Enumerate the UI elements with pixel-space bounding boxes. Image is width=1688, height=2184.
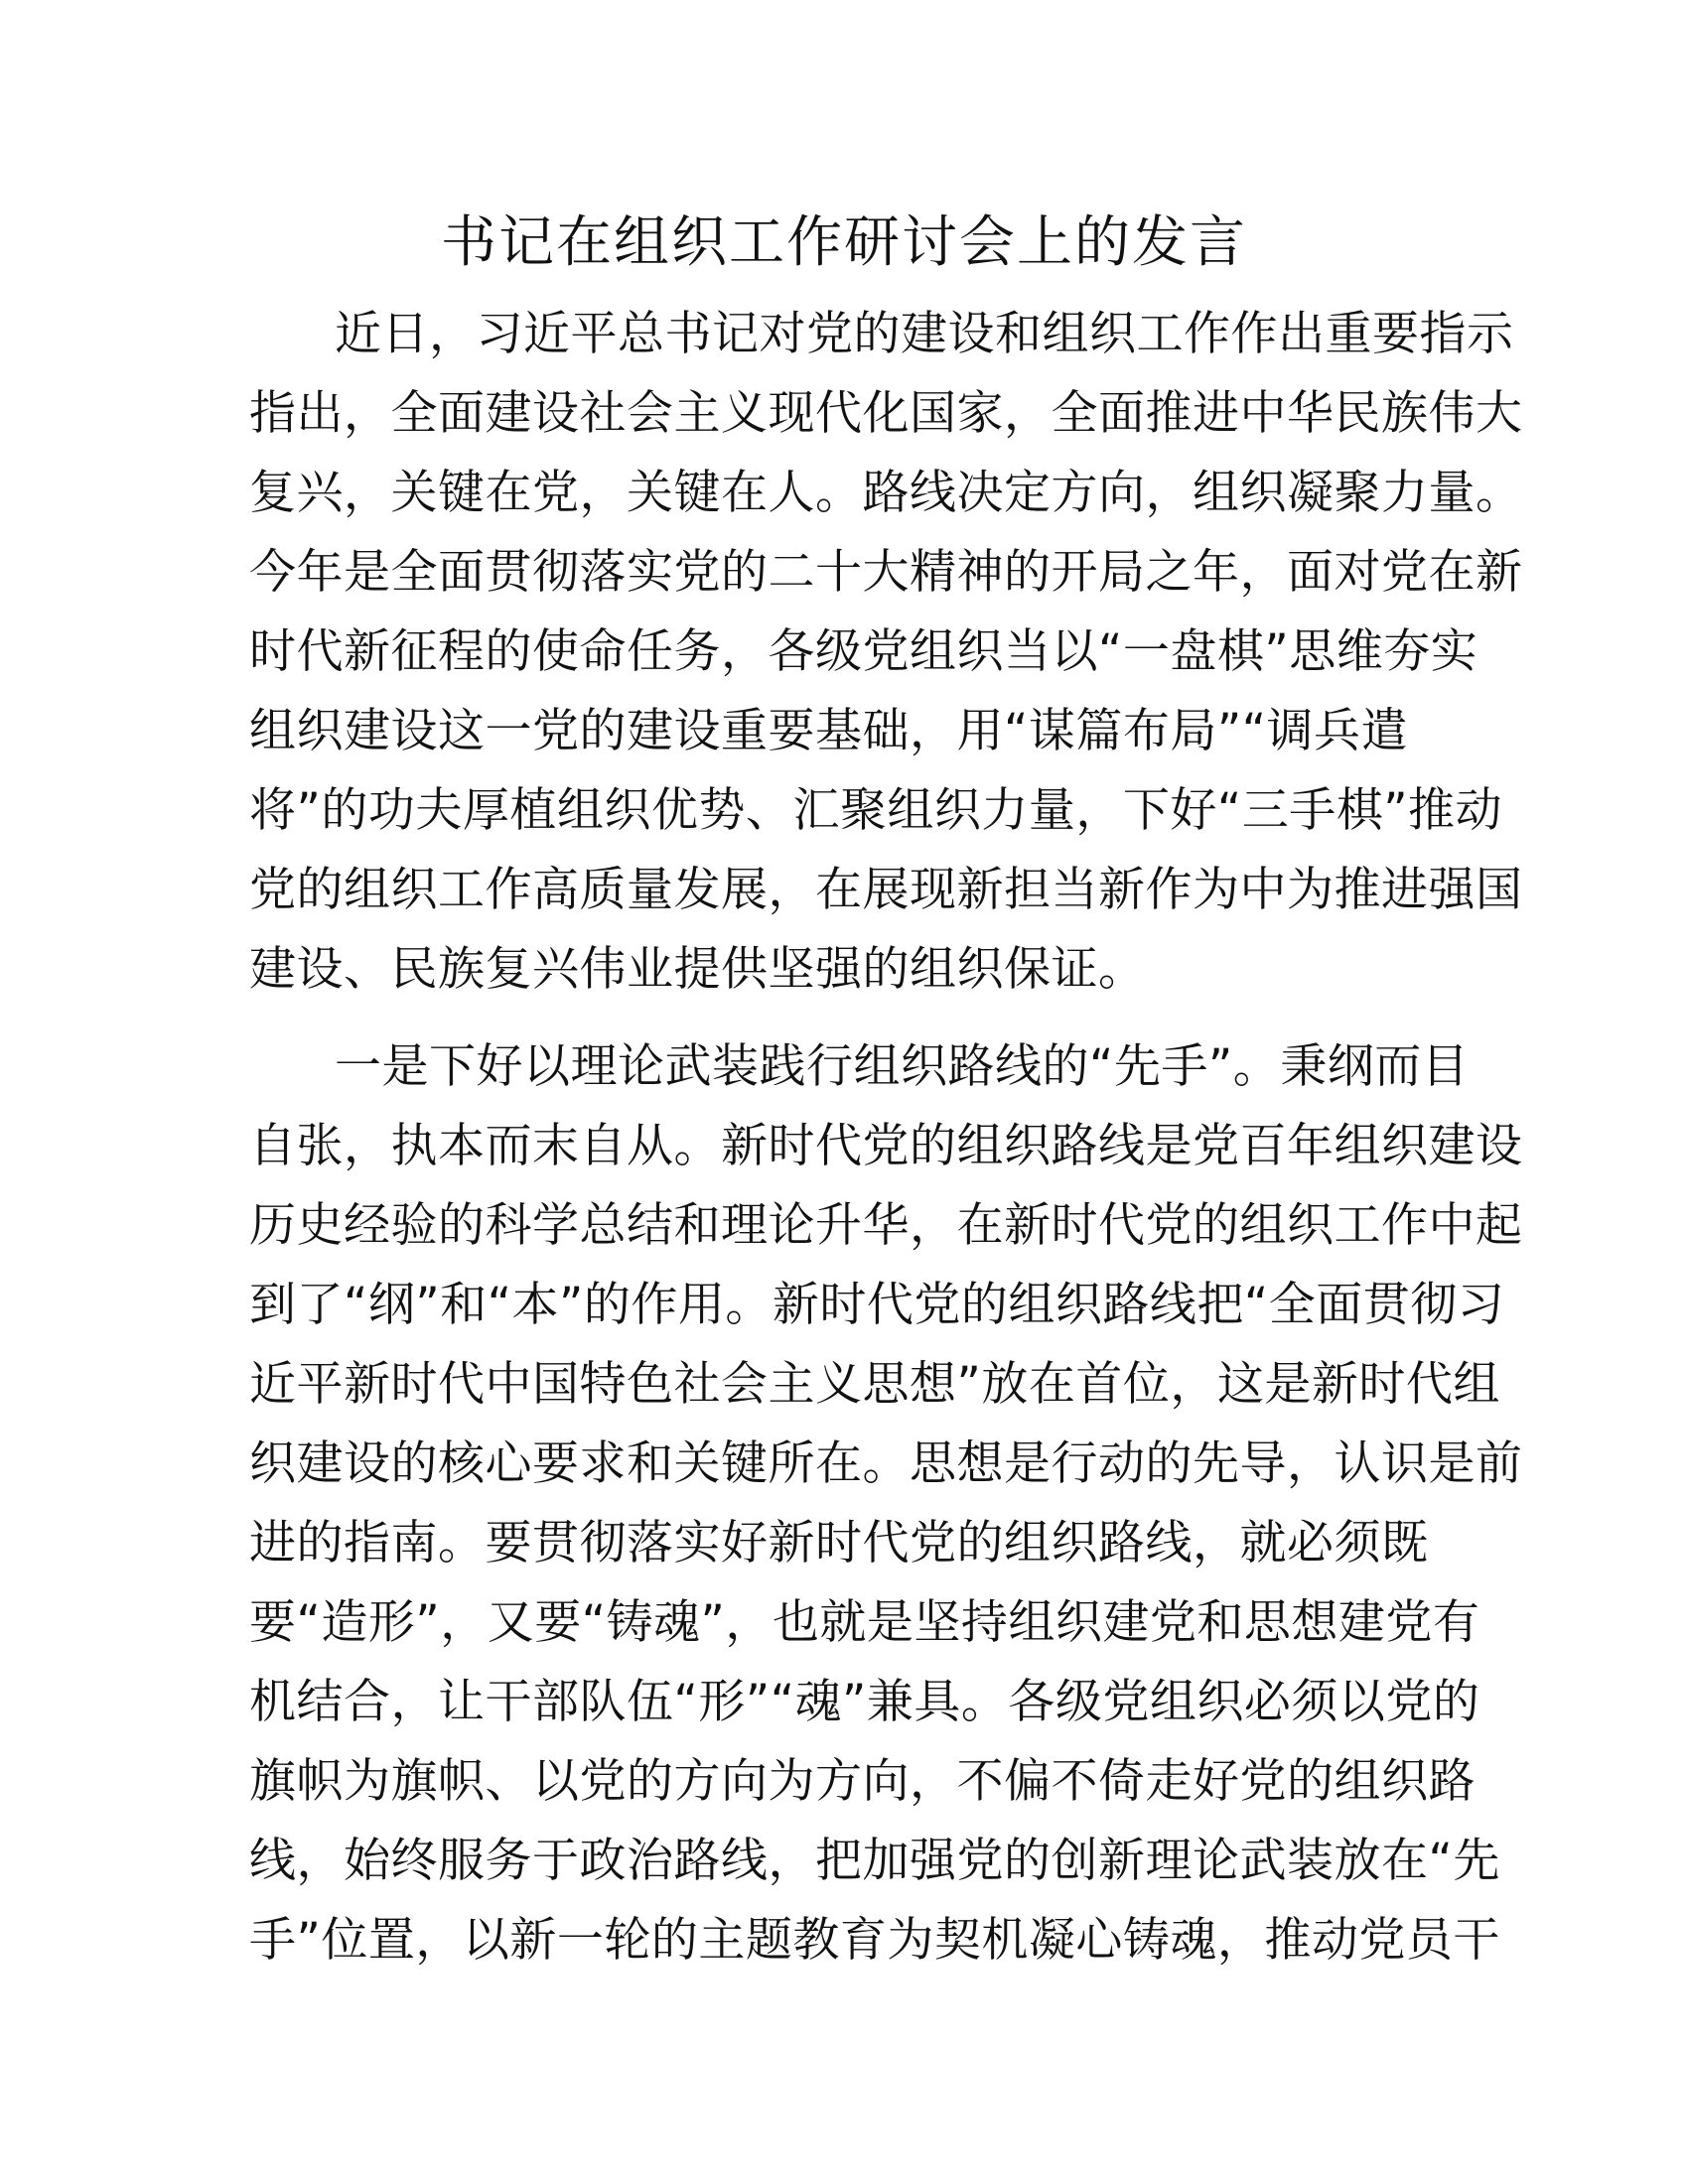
paragraph-2-line-9: 机结合，让干部队伍“形”“魂”兼具。各级党组织必须以党的 bbox=[249, 1675, 1480, 1729]
paragraph-1-line-7: 将”的功夫厚植组织优势、汇聚组织力量，下好“三手棋”推动 bbox=[249, 783, 1503, 838]
paragraph-2-line-5: 近平新时代中国特色社会主义思想”放在首位，这是新时代组 bbox=[249, 1357, 1500, 1412]
paragraph-2-line-7: 进的指南。要贯彻落实好新时代党的组织路线，就必须既 bbox=[249, 1516, 1429, 1570]
paragraph-2-line-10: 旗帜为旗帜、以党的方向为方向，不偏不倚走好党的组织路 bbox=[249, 1754, 1476, 1809]
paragraph-2-line-3: 历史经验的科学总结和理论升华，在新时代党的组织工作中起 bbox=[249, 1198, 1523, 1253]
paragraph-2-line-1: 一是下好以理论武装践行组织路线的“先手”。秉纲而目 bbox=[335, 1039, 1470, 1094]
paragraph-1-line-4: 今年是全面贯彻落实党的二十大精神的开局之年，面对党在新 bbox=[249, 545, 1523, 600]
paragraph-1-line-2: 指出，全面建设社会主义现代化国家，全面推进中华民族伟大 bbox=[249, 386, 1523, 441]
paragraph-1-line-5: 时代新征程的使命任务，各级党组织当以“一盘棋”思维夯实 bbox=[249, 624, 1478, 679]
document-title: 书记在组织工作研讨会上的发言 bbox=[441, 210, 1247, 275]
paragraph-2-line-6: 织建设的核心要求和关键所在。思想是行动的先导，认识是前 bbox=[249, 1436, 1523, 1491]
paragraph-1-line-3: 复兴，关键在党，关键在人。路线决定方向，组织凝聚力量。 bbox=[249, 466, 1523, 520]
paragraph-2-line-4: 到了“纲”和“本”的作用。新时代党的组织路线把“全面贯彻习 bbox=[249, 1278, 1505, 1332]
paragraph-1-line-8: 党的组织工作高质量发展，在展现新担当新作为中为推进强国 bbox=[249, 863, 1523, 917]
paragraph-1-line-9: 建设、民族复兴伟业提供坚强的组织保证。 bbox=[249, 942, 1146, 997]
paragraph-1-line-6: 组织建设这一党的建设重要基础，用“谋篇布局”“调兵遣 bbox=[249, 704, 1409, 758]
paragraph-2-line-8: 要“造形”，又要“铸魂”，也就是坚持组织建党和思想建党有 bbox=[249, 1595, 1480, 1650]
paragraph-2-line-12: 手”位置，以新一轮的主题教育为契机凝心铸魂，推动党员干 bbox=[249, 1913, 1500, 1968]
paragraph-2-line-2: 自张，执本而末自从。新时代党的组织路线是党百年组织建设 bbox=[249, 1119, 1523, 1173]
paragraph-2-line-11: 线，始终服务于政治路线，把加强党的创新理论武装放在“先 bbox=[249, 1834, 1500, 1888]
paragraph-1-line-1: 近日，习近平总书记对党的建设和组织工作作出重要指示 bbox=[335, 307, 1514, 361]
